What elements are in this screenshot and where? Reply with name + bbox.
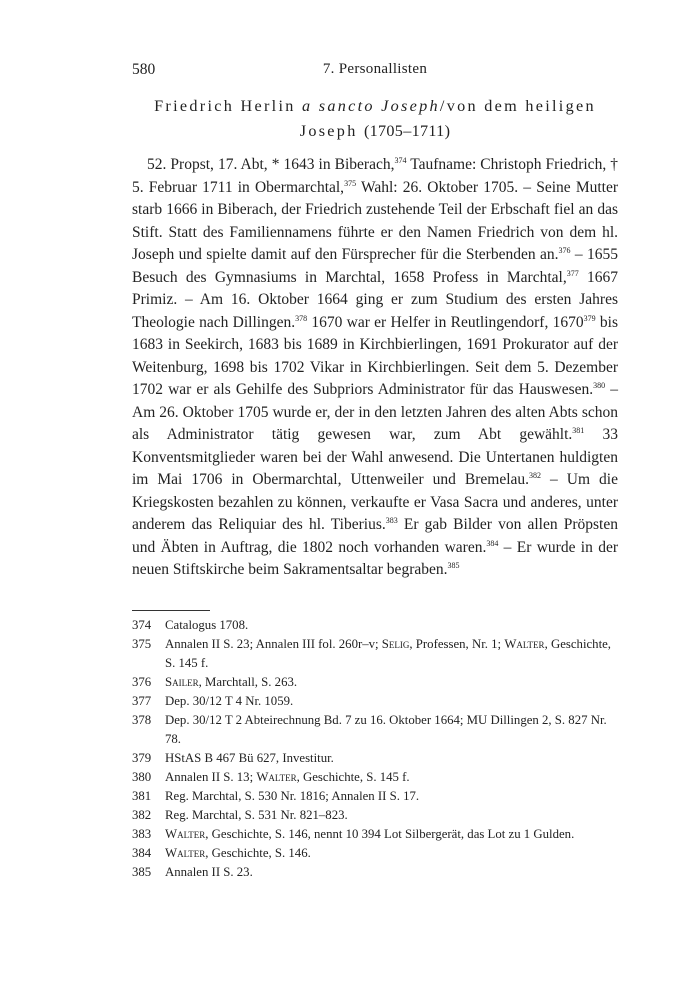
- body-text-segment: – Am 26. Oktober 1705 wurde er, der in den letzten Jahren des alten Abts schon als Administrator tätig gewesen war, zum Abt gewählt.: [132, 381, 618, 443]
- footnote-number: 385: [132, 865, 152, 879]
- footnote-text: Reg. Marchtal, S. 531 Nr. 821–823.: [165, 808, 348, 822]
- title-german-epithet: /von dem heiligen Joseph: [299, 97, 596, 140]
- footnote-ref: 381: [572, 426, 585, 435]
- footnote-text: Annalen II S. 13; Walter, Geschichte, S. 145 f.: [165, 770, 410, 784]
- footnote-text: Dep. 30/12 T 2 Abteirechnung Bd. 7 zu 16. Oktober 1664; MU Dillingen 2, S. 827 Nr. 78.: [165, 713, 607, 746]
- footnote-number: 378: [132, 713, 152, 727]
- body-text-segment: – Um die Kriegskosten bezahlen zu können, verkaufte er Vasa Sacra und anderes, unter anderem das Reliquiar des hl. Tiberius.: [132, 471, 618, 533]
- footnote-number: 383: [132, 827, 152, 841]
- footnote: [132, 825, 618, 844]
- footnote-number: 376: [132, 675, 152, 689]
- footnote-text: Annalen II S. 23; Annalen III fol. 260r–v; Selig, Professen, Nr. 1; Walter, Geschichte, S. 145 f.: [165, 637, 612, 670]
- footnote: [132, 616, 618, 635]
- footnote-ref: 385: [447, 561, 460, 570]
- running-head: 7. Personallisten: [322, 61, 428, 77]
- footnote: [132, 635, 618, 673]
- footnote-rule: [132, 610, 210, 611]
- body-text-segment: 1670 war er Helfer in Reutlingendorf, 1670: [307, 313, 584, 331]
- footnote-ref: 374: [394, 156, 407, 165]
- footnote-ref: 383: [385, 516, 398, 525]
- footnote-number: 384: [132, 846, 152, 860]
- footnote-ref: 379: [583, 313, 596, 323]
- footnote-number: 374: [132, 618, 152, 632]
- body-text-segment: Taufname: Christoph Friedrich, † 5. Februar 1711 in Obermarchtal,: [132, 156, 618, 196]
- title-latin-epithet: a sancto Joseph: [301, 97, 440, 115]
- page-header: [132, 61, 618, 85]
- footnote-ref: 376: [558, 246, 571, 255]
- footnote: [132, 863, 618, 882]
- footnote-number: 379: [132, 751, 152, 765]
- footnote-ref: 377: [566, 268, 579, 278]
- footnote-ref: 378: [295, 313, 308, 323]
- title-years: (1705–1711): [363, 122, 451, 140]
- footnote-text: HStAS B 467 Bü 627, Investitur.: [165, 751, 334, 765]
- body-text-segment: – 1655 Besuch des Gymnasiums in Marchtal, 1658 Profess in Marchtal,: [132, 246, 618, 286]
- footnote-ref: 384: [486, 538, 499, 548]
- body-text-segment: 1667 Primiz. – Am 16. Oktober 1664 ging er zum Studium des ersten Jahres Theologie nach Dillingen.: [132, 268, 618, 331]
- footnote: [132, 749, 618, 768]
- footnote-text: Walter, Geschichte, S. 146.: [165, 846, 311, 860]
- title-name: Friedrich Herlin: [154, 97, 302, 115]
- footnote-text: Reg. Marchtal, S. 530 Nr. 1816; Annalen II S. 17.: [165, 789, 420, 803]
- footnote-ref: 380: [593, 381, 606, 390]
- footnote: [132, 787, 618, 806]
- footnote-number: 381: [132, 789, 152, 803]
- footnote-text: Annalen II S. 23.: [165, 865, 253, 879]
- entry-title: [132, 94, 618, 144]
- body-text-segment: 33 Konventsmitglieder waren bei der Wahl anwesend. Die Untertanen huldigten im Mai 1706 in Obermarchtal, Uttenweiler und Bremelau.: [132, 426, 618, 488]
- footnote: [132, 692, 618, 711]
- footnote: [132, 711, 618, 749]
- body-text-segment: Er gab Bilder von allen Pröpsten und Äbten in Auftrag, die 1802 noch vorhanden waren.: [132, 516, 618, 556]
- footnote-text: Dep. 30/12 T 4 Nr. 1059.: [165, 694, 294, 708]
- footnote-number: 380: [132, 770, 152, 784]
- footnotes: [132, 616, 618, 882]
- body-text-segment: bis 1683 in Seekirch, 1683 bis 1689 in Kirchbierlingen, 1691 Prokurator auf der Weitenburg, 1698 bis 1702 Vikar in Kirchbierlingen. Seit dem 5. Dezember 1702 war er als Gehilfe des Subpriors Administrator für das Hauswesen.: [132, 313, 618, 398]
- footnote-ref: 375: [344, 178, 357, 188]
- footnote-number: 377: [132, 694, 152, 708]
- footnote-number: 382: [132, 808, 152, 822]
- footnote: [132, 806, 618, 825]
- footnote: [132, 844, 618, 863]
- page-number: 580: [132, 61, 156, 78]
- footnote-text: Walter, Geschichte, S. 146, nennt 10 394 Lot Silbergerät, das Lot zu 1 Gulden.: [165, 827, 575, 841]
- footnote: [132, 768, 618, 787]
- body-paragraph: [132, 154, 618, 582]
- footnote-number: 375: [132, 637, 152, 651]
- body-text-segment: – Er wurde in der neuen Stiftskirche beim Sakramentsaltar begraben.: [132, 538, 618, 578]
- entry-body: [132, 154, 618, 582]
- body-text-segment: 52. Propst, 17. Abt, * 1643 in Biberach,: [147, 156, 395, 173]
- footnote-text: Sailer, Marchtall, S. 263.: [165, 675, 298, 689]
- body-text-segment: Wahl: 26. Oktober 1705. – Seine Mutter starb 1666 in Biberach, der Friedrich zustehende Teil der Erbschaft fiel an das Stift. Statt des Familiennamens führte er den Namen Friedrich von dem hl. Joseph und spielte damit auf den Fürsprecher für die Sterbenden an.: [132, 178, 618, 263]
- footnote-text: Catalogus 1708.: [165, 618, 249, 632]
- footnote: [132, 673, 618, 692]
- footnote-ref: 382: [529, 471, 542, 480]
